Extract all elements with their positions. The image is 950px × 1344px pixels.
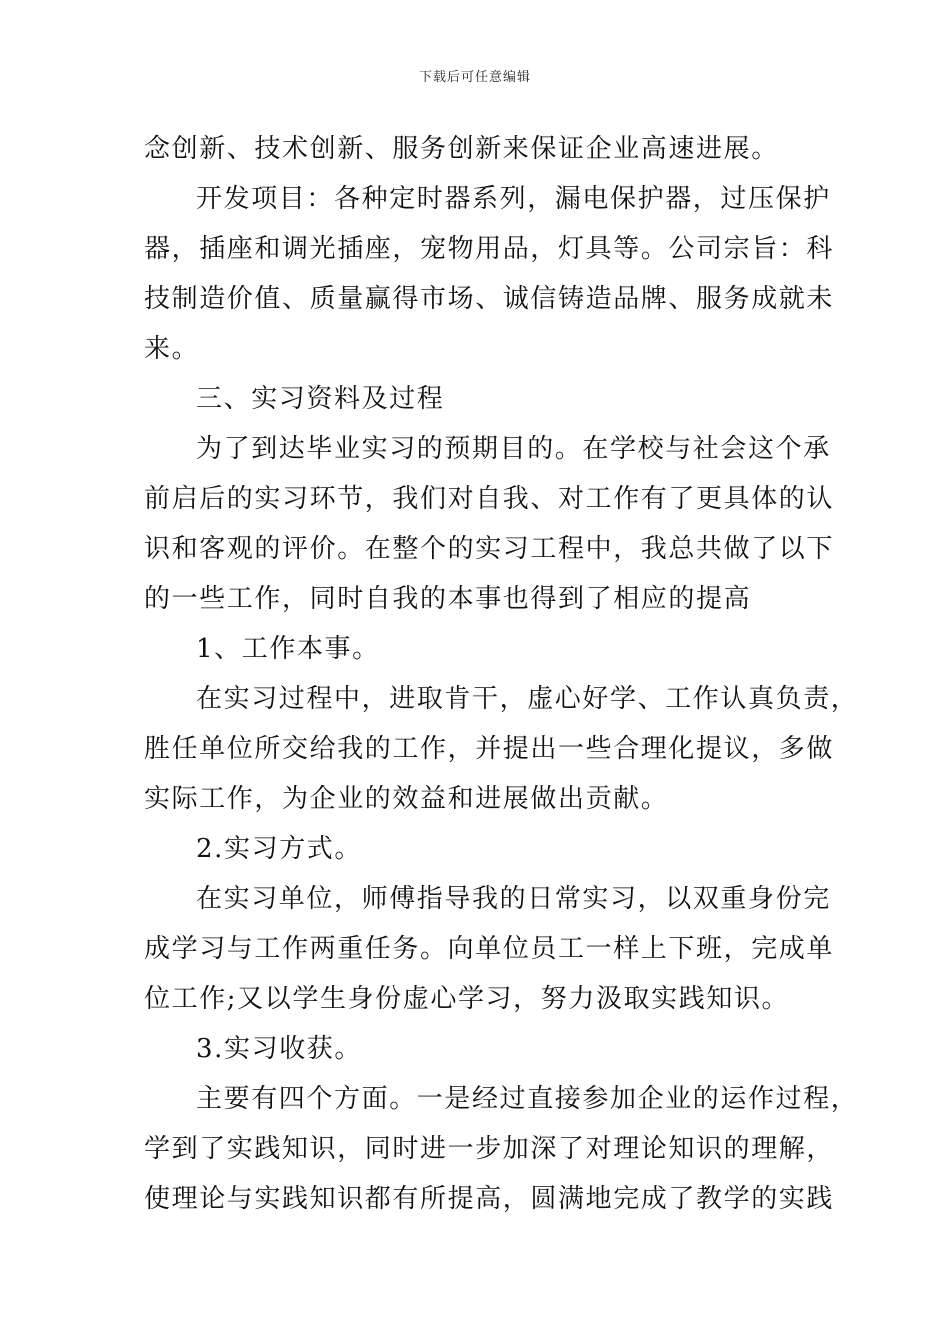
paragraph-line: 为了到达毕业实习的预期目的。在学校与社会这个承: [196, 434, 831, 464]
paragraph-line: 器，插座和调光插座，宠物用品，灯具等。公司宗旨：科: [144, 234, 835, 264]
paragraph-line: 在实习过程中，进取肯干，虚心好学、工作认真负责，: [196, 684, 859, 714]
paragraph-line: 在实习单位，师傅指导我的日常实习，以双重身份完: [196, 884, 831, 914]
paragraph-line: 学到了实践知识，同时进一步加深了对理论知识的理解，: [144, 1134, 835, 1164]
paragraph-line: 主要有四个方面。一是经过直接参加企业的运作过程，: [196, 1084, 859, 1114]
subsection-heading: 2.实习方式。: [196, 834, 363, 864]
paragraph-line: 来。: [144, 334, 200, 364]
page-header: 下载后可任意编辑: [418, 70, 531, 85]
paragraph-line: 开发项目：各种定时器系列，漏电保护器，过压保护: [196, 184, 831, 214]
subsection-heading: 1、工作本事。: [196, 634, 380, 664]
paragraph-line: 实际工作，为企业的效益和进展做出贡献。: [144, 784, 669, 814]
paragraph-line: 技制造价值、质量赢得市场、诚信铸造品牌、服务成就未: [144, 284, 835, 314]
paragraph-line: 念创新、技术创新、服务创新来保证企业高速进展。: [144, 134, 779, 164]
section-heading: 三、实习资料及过程: [196, 384, 445, 414]
paragraph-line: 位工作;又以学生身份虚心学习，努力汲取实践知识。: [144, 984, 790, 1014]
paragraph-line: 使理论与实践知识都有所提高，圆满地完成了教学的实践: [144, 1184, 835, 1214]
paragraph-line: 的一些工作，同时自我的本事也得到了相应的提高: [144, 584, 752, 614]
paragraph-line: 胜任单位所交给我的工作，并提出一些合理化提议，多做: [144, 734, 835, 764]
paragraph-line: 前启后的实习环节，我们对自我、对工作有了更具体的认: [144, 484, 835, 514]
document-body: [144, 124, 859, 1224]
subsection-heading: 3.实习收获。: [196, 1034, 363, 1064]
paragraph-line: 成学习与工作两重任务。向单位员工一样上下班，完成单: [144, 934, 835, 964]
paragraph-line: 识和客观的评价。在整个的实习工程中，我总共做了以下: [144, 534, 835, 564]
